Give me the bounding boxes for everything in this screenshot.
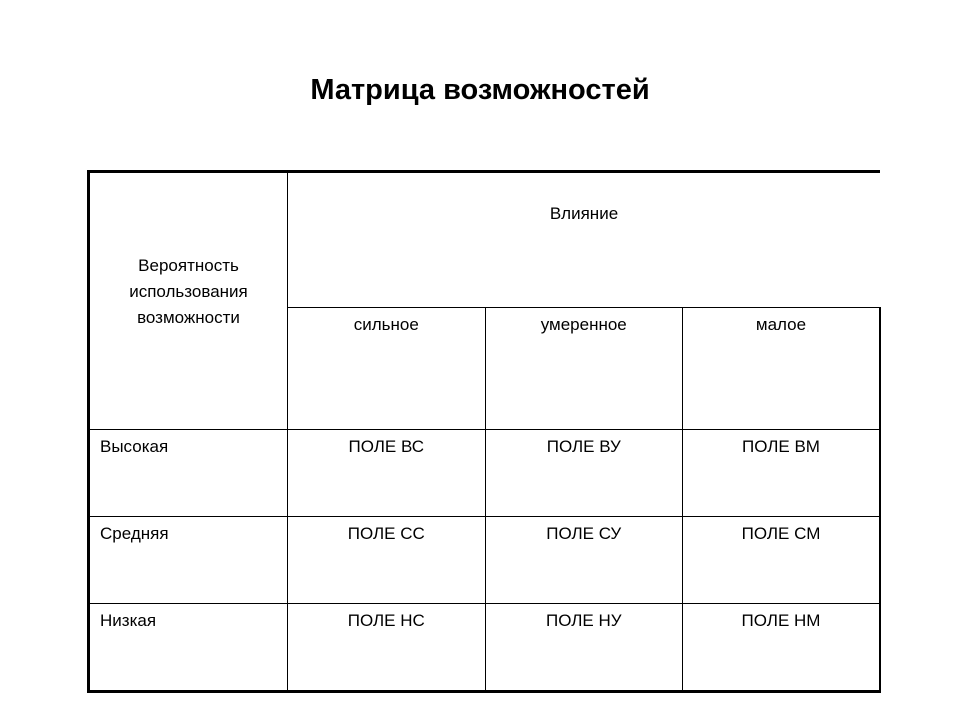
impact-level-strong: сильное <box>288 308 486 430</box>
opportunity-matrix-table <box>87 170 881 693</box>
probability-header-line: использования <box>129 282 248 301</box>
probability-header-cell <box>89 172 288 430</box>
probability-header-line: Вероятность <box>138 256 239 275</box>
table-row-low <box>89 604 881 692</box>
field-cell: ПОЛЕ СМ <box>683 517 881 604</box>
field-cell: ПОЛЕ ВС <box>288 430 486 517</box>
table-row-medium <box>89 517 881 604</box>
row-label-medium: Средняя <box>89 517 288 604</box>
field-cell: ПОЛЕ ВМ <box>683 430 881 517</box>
field-cell: ПОЛЕ ВУ <box>485 430 683 517</box>
table-row-high <box>89 430 881 517</box>
field-cell: ПОЛЕ НМ <box>683 604 881 692</box>
page-title: Матрица возможностей <box>310 74 650 106</box>
impact-level-low: малое <box>683 308 881 430</box>
header-row-impact <box>89 172 881 308</box>
probability-header-line: возможности <box>137 308 240 327</box>
field-cell: ПОЛЕ НС <box>288 604 486 692</box>
impact-level-moderate: умеренное <box>485 308 683 430</box>
field-cell: ПОЛЕ СС <box>288 517 486 604</box>
field-cell: ПОЛЕ НУ <box>485 604 683 692</box>
row-label-low: Низкая <box>89 604 288 692</box>
row-label-high: Высокая <box>89 430 288 517</box>
impact-header-cell: Влияние <box>288 172 881 308</box>
field-cell: ПОЛЕ СУ <box>485 517 683 604</box>
